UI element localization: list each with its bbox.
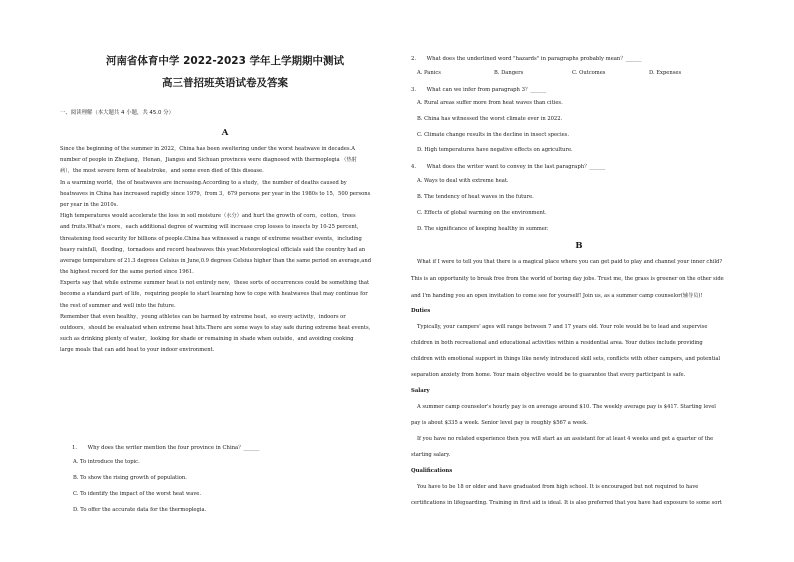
question-3-option-b[interactable]: B. China has witnessed the worst climate ever in 2022. [417,116,563,122]
page-title: 河南省体育中学 2022-2023 学年上学期期中测试 [105,55,345,67]
question-2-option-b[interactable]: B. Dangers [494,70,524,76]
passage-b-line: A summer camp counselor's hourly pay is on average around $10. The weekly average pay is $417. Starting level [417,404,716,410]
passage-line: Experts say that while extreme summer heat is not entirely new，these sorts of occurrences could be something that [60,280,370,287]
question-4-option-c[interactable]: C. Effects of global warming on the environment. [417,210,547,216]
question-1-option-b[interactable]: B. To show the rising growth of population. [73,475,187,481]
passage-line: average temperature of 21.3 degrees Celsius in June,0.9 degrees Celsius higher than the same period on average,and [60,257,372,264]
passage-line: large meals that can add heat to your indoor environment. [60,347,215,354]
passage-b-line: starting salary. [411,452,451,458]
passage-b-line: children with emotional support in things like newly introduced skill sets, conflicts with other campers, and potential [411,356,721,362]
passage-line: heatwaves in China has increased rapidly since 1979，from 3，679 persons per year in the 1980s to 15，500 persons [60,190,371,197]
passage-line: High temperatures would accelerate the loss in soil moisture（水分）and hurt the growth of corn，cotton，trees [60,213,356,220]
passage-line: and fruits.What's more，each additional degree of warming will increase crop losses to insects by 10-25 percent， [60,224,363,231]
passage-line: become a standard part of life，requiring people to start learning how to cope with heatwaves that may continue for [60,291,368,298]
page-subtitle: 高三普招班英语试卷及答案 [162,77,288,89]
passage-line: Since the beginning of the summer in 2022，China has been sweltering under the worst heatwave in decades.A [60,146,355,152]
passage-line: number of people in Zhejiang，Henan，Jiangsu and Sichuan provinces were diagnosed with thermoplegia （热射 [60,157,357,164]
question-4-option-b[interactable]: B. The tendency of heat waves in the future. [417,194,534,200]
passage-a-body [60,144,390,357]
passage-b-line: certifications in lifeguarding. Training in first aid is ideal. It is also preferred that you have had exposure to some sort [411,500,722,506]
passage-line: 病），the most severe form of heatstroke，and some even died of this disease. [60,168,264,175]
question-4-option-a[interactable]: A. Ways to deal with extreme heat. [417,178,509,184]
question-3-option-c[interactable]: C. Climate change results in the decline in insect species. [417,132,569,138]
passage-line: threatening food security for billions of people.China has witnessed a range of extreme weather events，including [60,235,362,242]
passage-line: such as drinking plenty of water，looking for shade or remaining in shade when outside，and avoiding cooking [60,336,354,343]
question-1-option-c[interactable]: C. To identify the impact of the worst heat wave. [73,491,202,497]
passage-b-line: This is an opportunity to break free from the world of boring day jobs. Trust me, the grass is greener on the other side [411,276,724,282]
question-4-option-d[interactable]: D. The significance of keeping healthy in summer. [417,226,549,232]
question-3-option-d[interactable]: D. High temperatures have negative effects on agriculture. [417,147,573,153]
qualifications-heading: Qualifications [411,468,453,474]
question-2-option-d[interactable]: D. Expenses [649,70,682,76]
passage-b-line: If you have no related experience then you will start as an assistant for at least 4 weeks and get a quarter of the [417,436,714,442]
passage-line: outdoors，should be evaluated when extreme heat hits.There are some ways to stay safe during extreme heat events， [60,325,374,331]
question-2-stem: 2. What does the underlined word "hazards" in paragraphs probably mean？______ [411,56,642,62]
question-1-option-a[interactable]: A. To introduce the topic. [73,459,140,465]
passage-b-line: What if I were to tell you that there is a magical place where you can get paid to play and channel your inner child? [417,259,723,265]
question-4-stem: 4. What does the writer want to convey in the last paragraph？______ [411,164,606,170]
question-1-option-d[interactable]: D. To offer the accurate data for the thermoplegia. [73,507,207,513]
passage-line: In a warming world，the of heatwaves are increasing.According to a study，the number of deaths caused by [60,179,347,186]
passage-line: heavy rainfall，flooding，tornadoes and record heatwaves this year.Meteorological officials said the country had an [60,246,366,253]
passage-b-line: and I'm handing you an open invitation to come see for yourself! Join us, as a summer camp counselor(辅导员)! [411,293,703,299]
question-3-option-a[interactable]: A. Rural areas suffer more from heat waves than cities. [417,100,563,106]
passage-b-line: Typically, your campers' ages will range between 7 and 17 years old. Your role would be to lead and supervise [417,324,708,330]
passage-line: the highest record for the same period since 1961. [60,269,194,276]
passage-line: per year in the 2010s. [60,201,119,208]
question-2-option-a[interactable]: A. Panics [417,70,441,76]
duties-heading: Duties [411,308,431,314]
question-3-stem: 3. What can we infer from paragraph 3？______ [411,87,547,93]
passage-line: Remember that even healthy，young athletes can be harmed by extreme heat，so every activity，indoors or [60,313,346,320]
section-heading: 一、阅读理解（本大题共 4 小题，共 45.0 分） [60,110,174,116]
question-2-option-c[interactable]: C. Outcomes [572,70,606,76]
passage-b-line: separation anxiety from home. Your main objective would be to guarantee that every participant is safe. [411,372,686,378]
passage-b-letter: B [575,241,583,251]
salary-heading: Salary [411,388,430,394]
passage-b-line: pay is about $335 a week. Senior level pay is roughly $567 a week. [411,420,588,426]
passage-a-letter: A [221,128,229,138]
passage-line: the rest of summer and well into the future. [60,302,176,309]
passage-b-line: You have to be 18 or older and have graduated from high school. It is encouraged but not required to have [417,484,699,490]
question-1-stem: 1. Why does the writer mention the four province in China？______ [72,445,260,451]
passage-b-line: children in both recreational and educational activities within a residential area. Your duties include providing [411,340,703,346]
